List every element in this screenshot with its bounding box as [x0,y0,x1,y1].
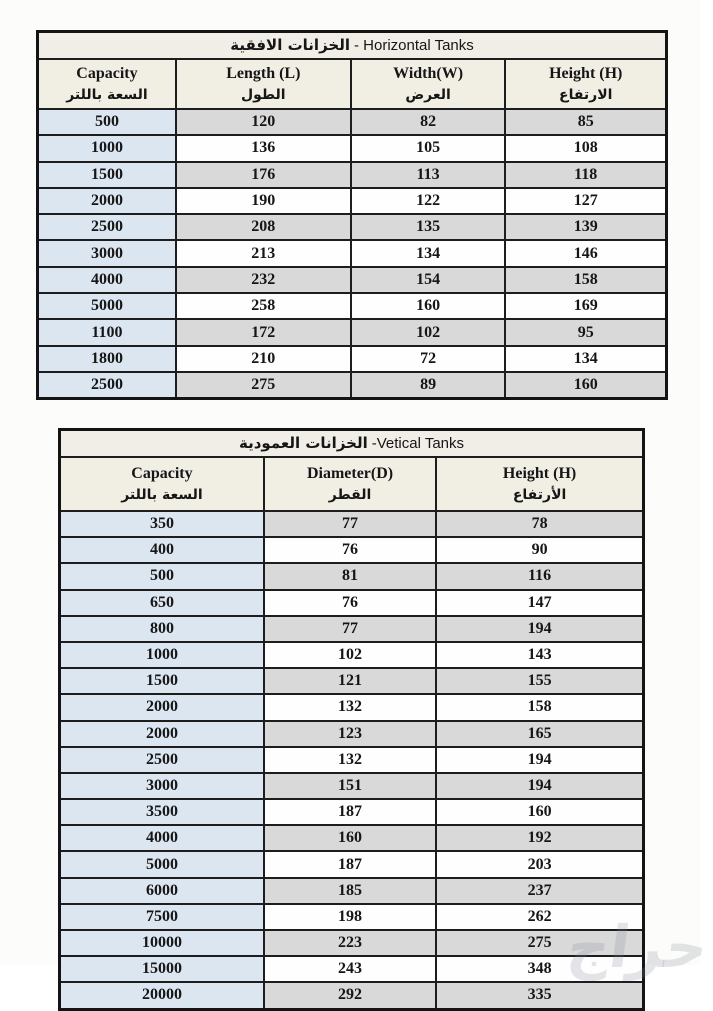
table-row [38,135,667,161]
column-header-width [351,59,506,109]
value-cell: 136 [176,135,351,161]
table-row [38,214,667,240]
value-cell: 154 [351,267,506,293]
table-row [60,694,644,720]
value-cell: 151 [264,773,436,799]
column-header-english: Width(W) [393,65,464,82]
vertical-tanks-table [58,428,645,1011]
capacity-cell: 3000 [38,240,176,266]
table-row [38,293,667,319]
table-row [60,721,644,747]
capacity-cell: 1000 [60,642,264,668]
table-title-arabic: الخزانات الافقية [230,36,350,54]
column-header-arabic: الطول [240,87,286,103]
table-row [60,904,644,930]
capacity-cell: 7500 [60,904,264,930]
haraj-watermark: حراج [563,913,713,981]
capacity-cell: 1000 [38,135,176,161]
value-cell: 116 [436,563,643,589]
capacity-cell: 1500 [60,668,264,694]
value-cell: 169 [505,293,666,319]
capacity-cell: 2000 [38,188,176,214]
value-cell: 213 [176,240,351,266]
value-cell: 147 [436,590,643,616]
value-cell: 122 [351,188,506,214]
value-cell: 237 [436,878,643,904]
column-header-length [176,59,351,109]
table-title-row [38,32,667,60]
value-cell: 77 [264,511,436,537]
table-row [38,346,667,372]
value-cell: 187 [264,851,436,877]
table-row [60,982,644,1009]
column-header-arabic: العرض [405,87,451,103]
capacity-cell: 2500 [38,372,176,399]
table-row [38,267,667,293]
table-row [38,240,667,266]
value-cell: 232 [176,267,351,293]
table-row [60,642,644,668]
value-cell: 194 [436,773,643,799]
value-cell: 77 [264,616,436,642]
value-cell: 335 [436,982,643,1009]
capacity-cell: 2000 [60,721,264,747]
value-cell: 76 [264,590,436,616]
table-row [38,188,667,214]
value-cell: 127 [505,188,666,214]
capacity-cell: 5000 [38,293,176,319]
table-row [60,511,644,537]
value-cell: 146 [505,240,666,266]
column-header-english: Capacity [76,65,138,82]
value-cell: 82 [351,109,506,135]
table-row [60,930,644,956]
value-cell: 160 [351,293,506,319]
value-cell: 198 [264,904,436,930]
value-cell: 172 [176,319,351,345]
value-cell: 118 [505,162,666,188]
value-cell: 155 [436,668,643,694]
value-cell: 210 [176,346,351,372]
table-header-row [38,59,667,109]
value-cell: 81 [264,563,436,589]
capacity-cell: 3500 [60,799,264,825]
table-row [60,799,644,825]
table-row [60,825,644,851]
value-cell: 143 [436,642,643,668]
table-row [60,537,644,563]
table-row [38,372,667,399]
table-title [38,32,667,60]
value-cell: 185 [264,878,436,904]
table-row [60,773,644,799]
column-header-english: Capacity [131,465,193,482]
value-cell: 292 [264,982,436,1009]
value-cell: 187 [264,799,436,825]
table-row [60,747,644,773]
capacity-cell: 15000 [60,956,264,982]
capacity-cell: 400 [60,537,264,563]
value-cell: 190 [176,188,351,214]
value-cell: 194 [436,747,643,773]
column-header-height [505,59,666,109]
capacity-cell: 2500 [60,747,264,773]
table-row [60,878,644,904]
column-header-english: Height (H) [502,465,577,482]
value-cell: 275 [176,372,351,399]
value-cell: 95 [505,319,666,345]
table-row [60,563,644,589]
table-title-row [60,430,644,458]
value-cell: 158 [505,267,666,293]
column-header-english: Height (H) [549,65,623,82]
value-cell: 134 [351,240,506,266]
capacity-cell: 1800 [38,346,176,372]
table-row [38,162,667,188]
value-cell: 134 [505,346,666,372]
capacity-cell: 2000 [60,694,264,720]
capacity-cell: 1500 [38,162,176,188]
value-cell: 72 [351,346,506,372]
column-header-arabic: السعة باللتر [66,87,148,103]
table-row [38,319,667,345]
table-row [38,109,667,135]
value-cell: 135 [351,214,506,240]
column-header-capacity [38,59,176,109]
horizontal-tanks-table [36,30,668,400]
capacity-cell: 6000 [60,878,264,904]
value-cell: 108 [505,135,666,161]
value-cell: 120 [176,109,351,135]
table-title-english: - Horizontal Tanks [353,37,474,54]
value-cell: 85 [505,109,666,135]
value-cell: 192 [436,825,643,851]
value-cell: 208 [176,214,351,240]
value-cell: 262 [436,904,643,930]
column-header-diameter [264,457,436,511]
value-cell: 194 [436,616,643,642]
column-header-english: Length (L) [226,65,301,82]
capacity-cell: 20000 [60,982,264,1009]
table-header-row [60,457,644,511]
value-cell: 176 [176,162,351,188]
value-cell: 105 [351,135,506,161]
column-header-arabic: السعة باللتر [121,487,203,503]
value-cell: 132 [264,694,436,720]
capacity-cell: 10000 [60,930,264,956]
table-row [60,616,644,642]
table-title-arabic: الخزانات العمودية [238,434,368,452]
value-cell: 160 [505,372,666,399]
value-cell: 275 [436,930,643,956]
value-cell: 113 [351,162,506,188]
value-cell: 223 [264,930,436,956]
capacity-cell: 3000 [60,773,264,799]
value-cell: 139 [505,214,666,240]
column-header-arabic: الأرتفاع [512,487,567,503]
value-cell: 158 [436,694,643,720]
table-row [60,590,644,616]
capacity-cell: 1100 [38,319,176,345]
value-cell: 123 [264,721,436,747]
value-cell: 76 [264,537,436,563]
column-header-height [436,457,643,511]
capacity-cell: 650 [60,590,264,616]
value-cell: 132 [264,747,436,773]
capacity-cell: 2500 [38,214,176,240]
column-header-english: Diameter(D) [306,465,394,482]
capacity-cell: 800 [60,616,264,642]
column-header-arabic: الارتفاع [559,87,613,103]
value-cell: 348 [436,956,643,982]
capacity-cell: 500 [38,109,176,135]
table-row [60,956,644,982]
value-cell: 78 [436,511,643,537]
capacity-cell: 350 [60,511,264,537]
value-cell: 243 [264,956,436,982]
value-cell: 165 [436,721,643,747]
value-cell: 160 [436,799,643,825]
value-cell: 121 [264,668,436,694]
table-title [60,430,644,458]
value-cell: 90 [436,537,643,563]
capacity-cell: 4000 [38,267,176,293]
capacity-cell: 4000 [60,825,264,851]
table-row [60,851,644,877]
value-cell: 89 [351,372,506,399]
capacity-cell: 500 [60,563,264,589]
value-cell: 102 [351,319,506,345]
value-cell: 102 [264,642,436,668]
value-cell: 203 [436,851,643,877]
value-cell: 258 [176,293,351,319]
table-row [60,668,644,694]
value-cell: 160 [264,825,436,851]
table-title-english: -Vetical Tanks [371,435,465,452]
column-header-capacity [60,457,264,511]
capacity-cell: 5000 [60,851,264,877]
column-header-arabic: القطر [328,487,372,503]
